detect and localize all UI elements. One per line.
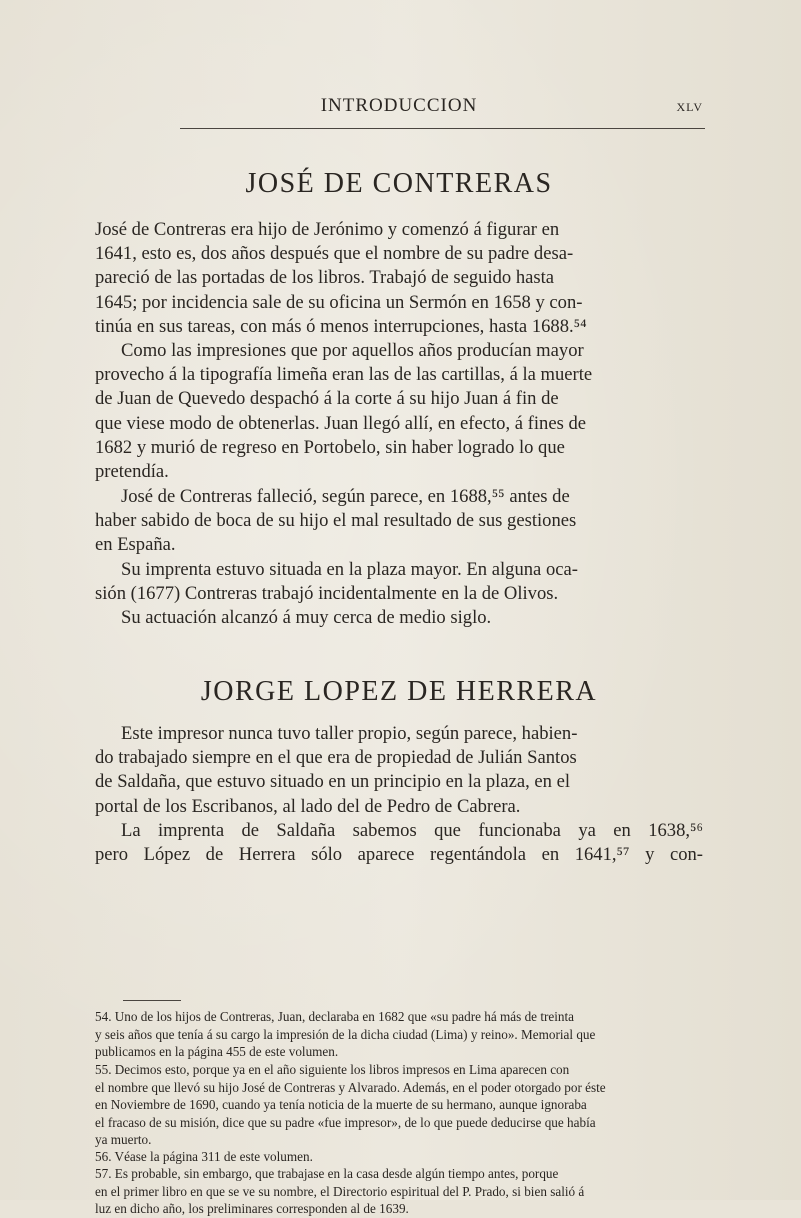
text-line: 56. Véase la página 311 de este volumen. — [95, 1149, 313, 1164]
text-line: 54. Uno de los hijos de Contreras, Juan, declaraba en 1682 que «su padre há más de treinta — [95, 1009, 575, 1024]
text-line: el nombre que llevó su hijo José de Contreras y Alvarado. Además, en el poder otorgado por éste — [95, 1079, 606, 1095]
text-line: luz en dicho año, los preliminares corresponden al de 1639. — [95, 1201, 409, 1216]
text-line: 1641, esto es, dos años después que el nombre de su padre desa- — [95, 243, 574, 265]
text-line: pretendía. — [95, 461, 169, 483]
footnote — [95, 1148, 703, 1166]
text-line: haber sabido de boca de su hijo el mal resultado de sus gestiones — [95, 510, 577, 532]
text-line: en el primer libro en que se ve su nombre, el Directorio espiritual del P. Prado, si bien salió á — [95, 1183, 585, 1199]
text-line: ya muerto. — [95, 1132, 152, 1147]
running-title: INTRODUCCION — [320, 95, 478, 116]
text-line: en España. — [95, 534, 176, 556]
section-heading-contreras: JOSÉ DE CONTRERAS — [245, 168, 553, 199]
footnote — [95, 1061, 703, 1149]
text-line: sión (1677) Contreras trabajó incidentalmente en la de Olivos. — [95, 583, 559, 605]
text-line: 1645; por incidencia sale de su oficina un Sermón en 1658 y con- — [95, 291, 583, 313]
text-line: 57. Es probable, sin embargo, que trabajase en la casa desde algún tiempo antes, porque — [95, 1166, 559, 1181]
text-line: publicamos en la página 455 de este volumen. — [95, 1044, 339, 1059]
paragraph — [95, 218, 703, 339]
text-line: 1682 y murió de regreso en Portobelo, sin haber logrado lo que — [95, 436, 565, 458]
footnote — [95, 1008, 703, 1061]
text-line: José de Contreras falleció, según parece, en 1688,⁵⁵ antes de — [121, 486, 570, 507]
text-line: Su imprenta estuvo situada en la plaza mayor. En alguna oca- — [121, 559, 578, 580]
text-line: de Juan de Quevedo despachó á la corte á su hijo Juan á fin de — [95, 388, 559, 410]
paragraph — [95, 558, 703, 631]
text-line: tinúa en sus tareas, con más ó menos interrupciones, hasta 1688.⁵⁴ — [95, 315, 587, 337]
text-line: do trabajado siempre en el que era de propiedad de Julián Santos — [95, 747, 577, 769]
footnote-rule — [123, 1000, 181, 1001]
text-line: José de Contreras era hijo de Jerónimo y comenzó á figurar en — [95, 219, 560, 240]
text-line: Este impresor nunca tuvo taller propio, según parece, habien- — [121, 723, 578, 744]
paragraph — [95, 819, 703, 867]
text-line: Su actuación alcanzó á muy cerca de medio siglo. — [121, 607, 492, 629]
text-line: pareció de las portadas de los libros. Trabajó de seguido hasta — [95, 267, 555, 289]
text-line: de Saldaña, que estuvo situado en un principio en la plaza, en el — [95, 771, 571, 793]
text-line: Como las impresiones que por aquellos años producían mayor — [121, 340, 584, 361]
header-rule — [180, 128, 705, 129]
footnote — [95, 1165, 703, 1218]
text-line: y seis años que tenía á su cargo la impresión de la dicha ciudad (Lima) y reino». Memorial que — [95, 1026, 596, 1042]
text-line: 55. Decimos esto, porque ya en el año siguiente los libros impresos en Lima aparecen con — [95, 1062, 570, 1077]
text-line: La imprenta de Saldaña sabemos que funcionaba ya en 1638,⁵⁶ — [121, 820, 703, 841]
text-line: pero López de Herrera sólo aparece regentándola en 1641,⁵⁷ y con- — [95, 844, 703, 866]
text-line: portal de los Escribanos, al lado del de Pedro de Cabrera. — [95, 795, 521, 817]
page-number: XLV — [676, 100, 703, 114]
paragraph — [95, 485, 703, 558]
paragraph — [95, 339, 703, 484]
text-line: que viese modo de obtenerlas. Juan llegó allí, en efecto, á fines de — [95, 412, 587, 434]
running-header — [95, 95, 703, 125]
paragraph — [95, 722, 703, 819]
text-line: en Noviembre de 1690, cuando ya tenía noticia de la muerte de su hermano, aunque ignoraba — [95, 1097, 587, 1112]
text-line: el fracaso de su misión, dice que su padre «fue impresor», de lo que puede deducirse que había — [95, 1114, 596, 1130]
section-heading-lopez-de-herrera: JORGE LOPEZ DE HERRERA — [200, 676, 598, 707]
text-line: provecho á la tipografía limeña eran las de las cartillas, á la muerte — [95, 364, 593, 386]
